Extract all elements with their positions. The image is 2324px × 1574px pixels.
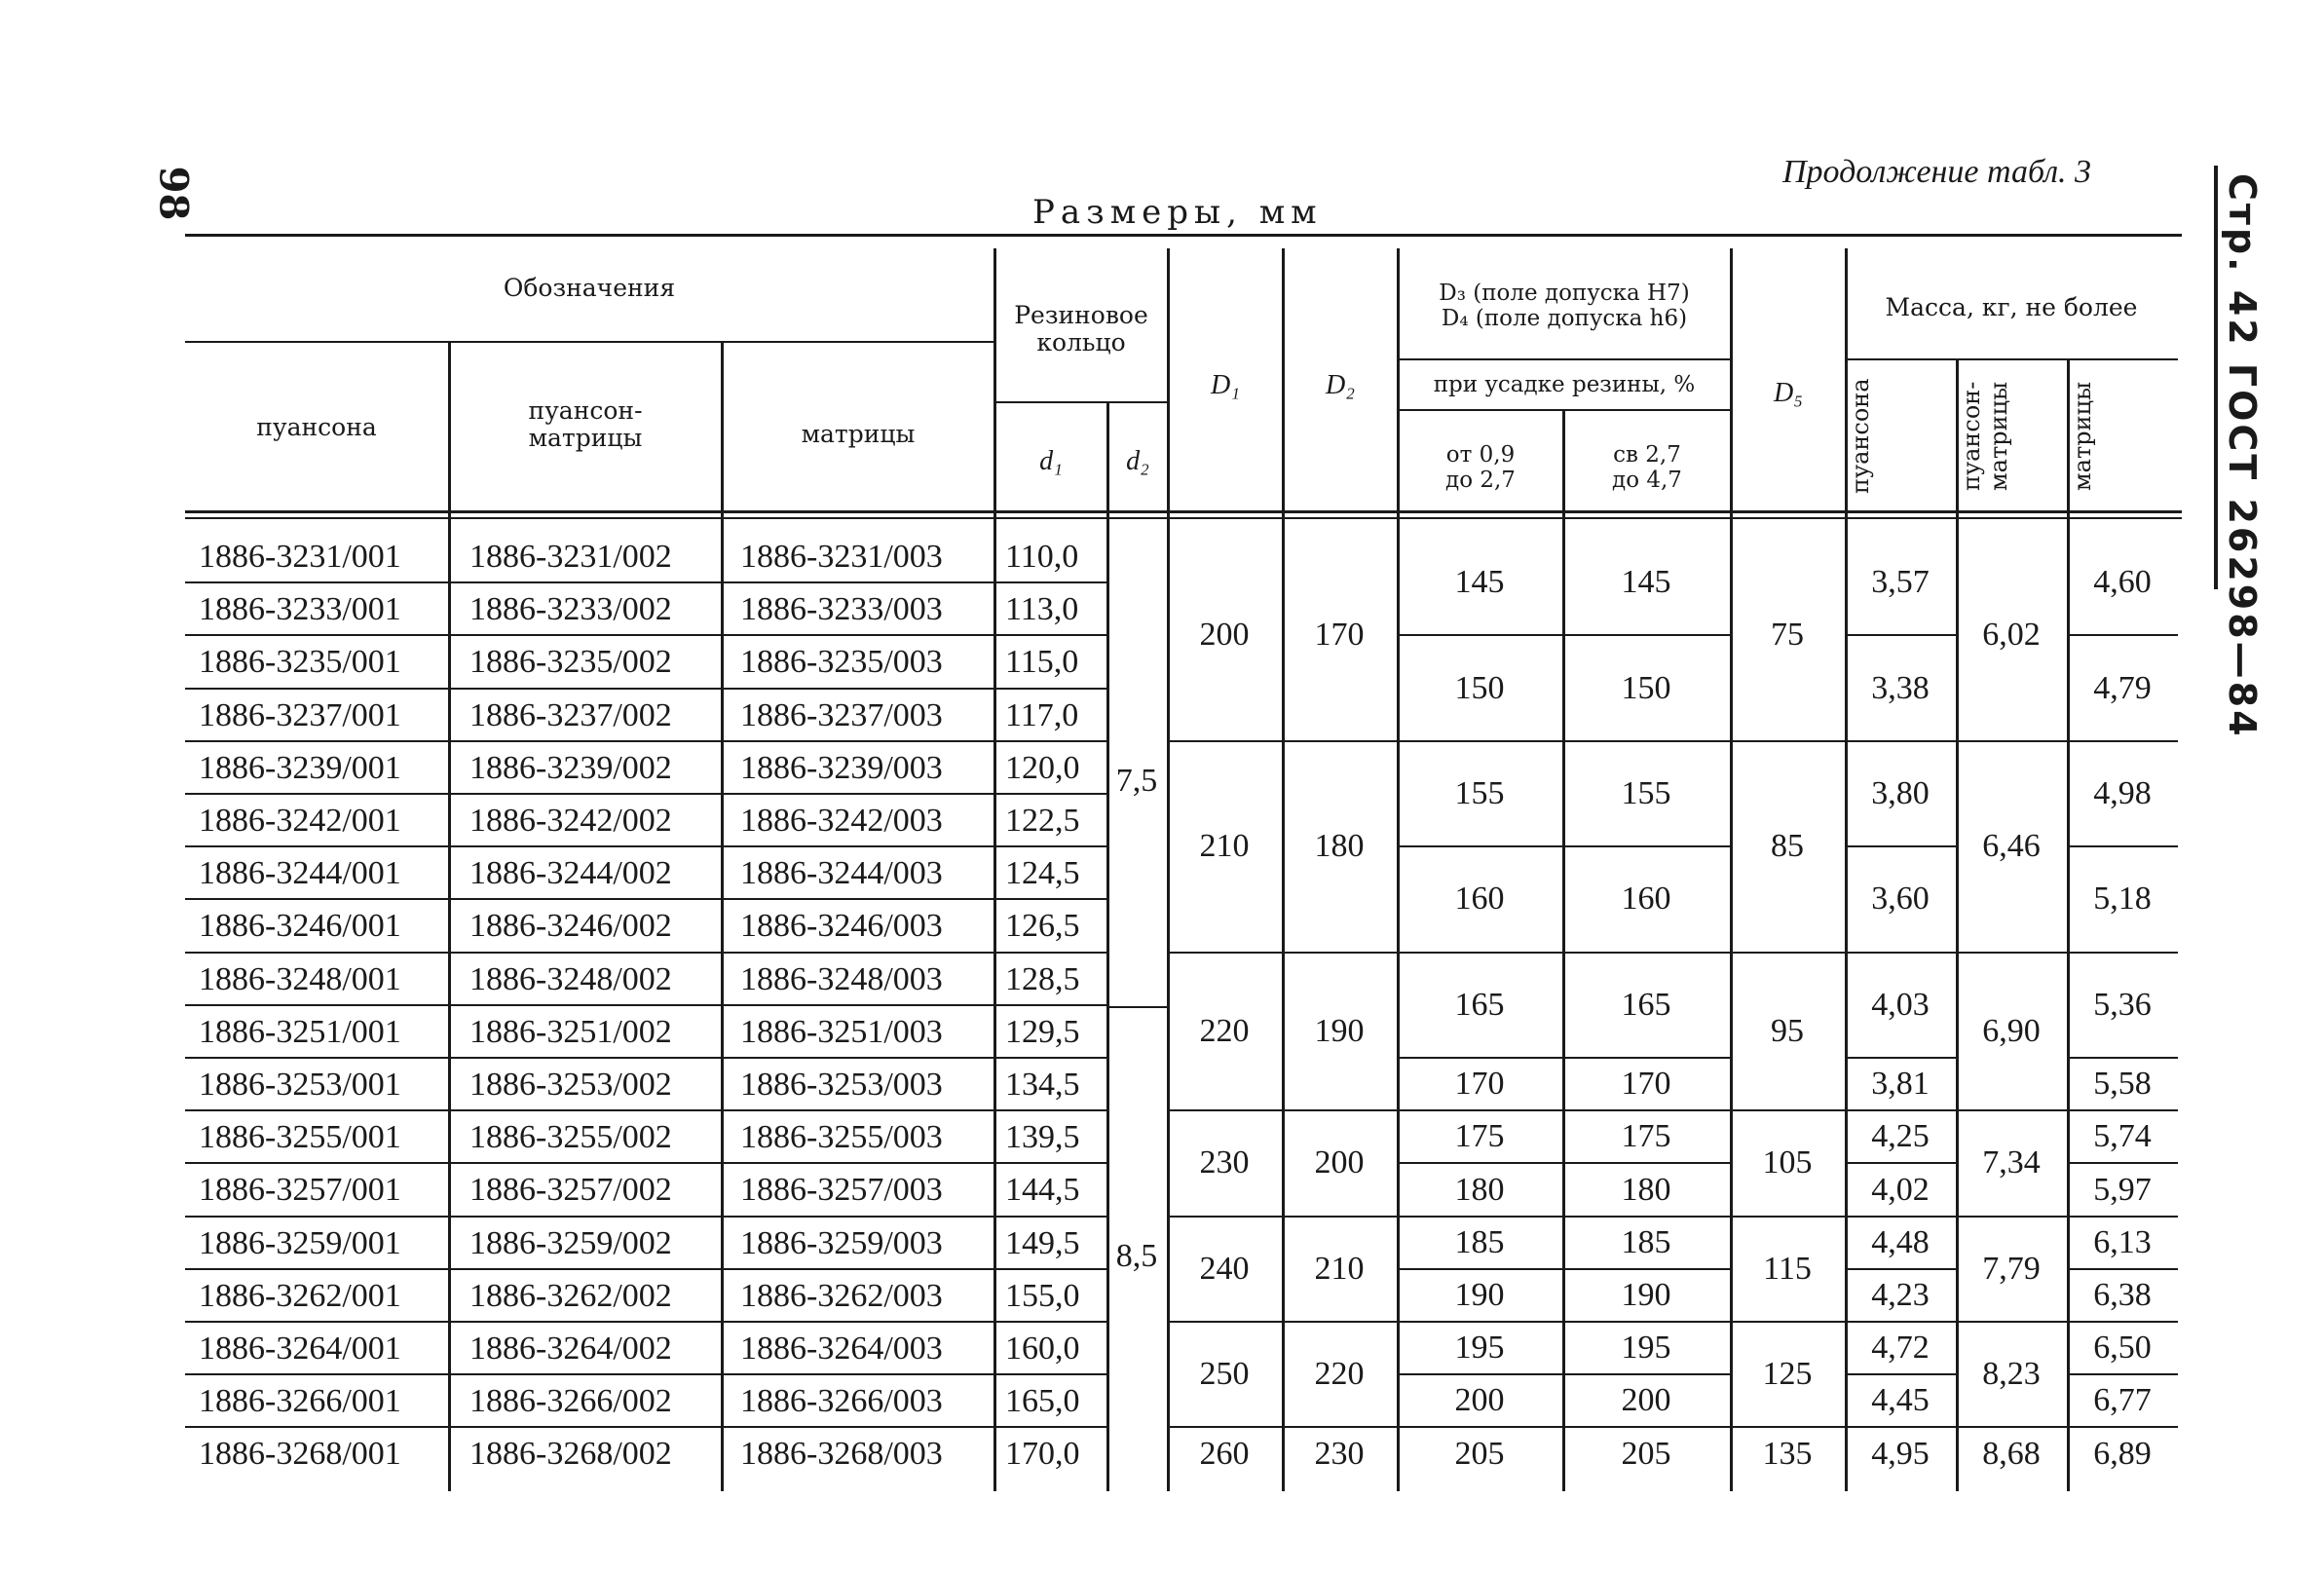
subgroup-rule [2067, 1373, 2178, 1375]
mass-die-value: 4,79 [2093, 669, 2152, 706]
group-rule [1167, 740, 1397, 742]
mass-punch-value: 4,25 [1871, 1118, 1930, 1155]
D2-value: 190 [1314, 1012, 1365, 1049]
punch-designation: 1886-3235/001 [199, 644, 401, 681]
D3-value: 150 [1454, 669, 1505, 706]
row-rule [185, 1321, 1106, 1323]
D5-value: 85 [1771, 828, 1804, 865]
D5-value: 95 [1771, 1012, 1804, 1049]
mass-punch-die-value: 7,79 [1982, 1250, 2041, 1287]
subgroup-rule [1845, 1162, 1956, 1164]
header-D1: D₁ [1211, 370, 1240, 400]
d2-value: 7,5 [1115, 763, 1158, 800]
row-rule [185, 688, 1106, 690]
header-D2: D₂ [1326, 370, 1355, 400]
row-rule [185, 740, 1106, 742]
punch-die-designation: 1886-3248/002 [469, 960, 672, 997]
table-top-rule [185, 234, 2182, 237]
group-rule [1167, 1426, 1397, 1428]
punch-designation: 1886-3251/001 [199, 1013, 401, 1050]
subgroup-rule [2067, 1057, 2178, 1059]
D3-value: 205 [1454, 1435, 1505, 1472]
subgroup-rule [1397, 1373, 1730, 1375]
d1-value: 115,0 [1005, 644, 1079, 681]
die-designation: 1886-3266/003 [740, 1383, 943, 1420]
D4-value: 195 [1621, 1330, 1671, 1367]
row-rule [185, 1162, 1106, 1164]
die-designation: 1886-3235/003 [740, 644, 943, 681]
subgroup-rule [2067, 1321, 2178, 1323]
d1-value: 117,0 [1005, 696, 1079, 733]
group-rule [1167, 1109, 1397, 1111]
group-rule [1730, 952, 1845, 954]
die-designation: 1886-3244/003 [740, 855, 943, 892]
D4-value: 145 [1621, 564, 1671, 601]
header-bottom-rule [185, 510, 2182, 513]
punch-designation: 1886-3255/001 [199, 1119, 401, 1156]
group-rule [1730, 1109, 1845, 1111]
mass-punch-die-value: 7,34 [1982, 1144, 2041, 1181]
d1-value: 129,5 [1005, 1013, 1080, 1050]
d2-value: 8,5 [1115, 1238, 1158, 1275]
D4-value: 180 [1621, 1171, 1671, 1208]
column-rule-2 [721, 343, 724, 1491]
subgroup-rule [1845, 1426, 1956, 1428]
die-designation: 1886-3246/003 [740, 908, 943, 945]
D2-value: 200 [1314, 1144, 1365, 1181]
subgroup-rule [2067, 1268, 2178, 1270]
header-d1: d₁ [1039, 446, 1063, 476]
subgroup-rule [1845, 634, 1956, 636]
die-designation: 1886-3255/003 [740, 1119, 943, 1156]
punch-die-designation: 1886-3246/002 [469, 908, 672, 945]
row-rule [185, 793, 1106, 795]
d1-value: 170,0 [1005, 1436, 1080, 1473]
D1-value: 200 [1199, 617, 1250, 654]
D2-value: 180 [1314, 828, 1365, 865]
D4-value: 185 [1621, 1223, 1671, 1260]
subgroup-rule [2067, 1109, 2178, 1111]
group-rule [1167, 1216, 1397, 1218]
D4-value: 175 [1621, 1118, 1671, 1155]
punch-designation: 1886-3233/001 [199, 591, 401, 628]
mass-punch-value: 3,60 [1871, 881, 1930, 918]
d1-value: 126,5 [1005, 908, 1080, 945]
D3-value: 145 [1454, 564, 1505, 601]
standard-reference: Стр. 42 ГОСТ 26298—84 [2221, 173, 2264, 739]
mass-die-value: 6,50 [2093, 1330, 2152, 1367]
die-designation: 1886-3253/003 [740, 1067, 943, 1103]
group-rule [1956, 952, 2067, 954]
punch-die-designation: 1886-3262/002 [469, 1277, 672, 1314]
subgroup-rule [1845, 952, 1956, 954]
header-mass: Масса, кг, не более [1885, 293, 2138, 321]
mass-punch-value: 4,48 [1871, 1223, 1930, 1260]
mass-die-value: 5,18 [2093, 881, 2152, 918]
group-rule [1956, 740, 2067, 742]
mass-die-value: 4,60 [2093, 564, 2152, 601]
group-rule [1956, 1109, 2067, 1111]
header-mass-punch-die: пуансон- матрицы [1958, 381, 2012, 492]
die-designation: 1886-3257/003 [740, 1172, 943, 1209]
D4-value: 200 [1621, 1382, 1671, 1419]
D4-value: 155 [1621, 775, 1671, 811]
header-die: матрицы [801, 420, 916, 448]
die-designation: 1886-3239/003 [740, 749, 943, 786]
D3-value: 180 [1454, 1171, 1505, 1208]
mass-punch-value: 3,81 [1871, 1066, 1930, 1103]
D5-value: 135 [1762, 1435, 1813, 1472]
subgroup-rule [2067, 1216, 2178, 1218]
header-shrink-low: от 0,9 до 2,7 [1445, 442, 1516, 493]
d1-value: 110,0 [1005, 539, 1079, 575]
d1-value: 149,5 [1005, 1224, 1080, 1261]
subgroup-rule [1845, 1373, 1956, 1375]
D2-value: 210 [1314, 1250, 1365, 1287]
subgroup-rule [2067, 845, 2178, 847]
punch-designation: 1886-3262/001 [199, 1277, 401, 1314]
punch-die-designation: 1886-3251/002 [469, 1013, 672, 1050]
subgroup-rule [2067, 1426, 2178, 1428]
row-rule [185, 952, 1106, 954]
punch-die-designation: 1886-3231/002 [469, 539, 672, 575]
mass-die-value: 5,97 [2093, 1171, 2152, 1208]
D4-value: 150 [1621, 669, 1671, 706]
mass-punch-value: 3,80 [1871, 775, 1930, 811]
row-rule [185, 1109, 1106, 1111]
D3-value: 175 [1454, 1118, 1505, 1155]
punch-designation: 1886-3257/001 [199, 1172, 401, 1209]
mass-die-value: 5,58 [2093, 1066, 2152, 1103]
header-mass-punch: пуансона [1847, 378, 1874, 495]
d1-value: 120,0 [1005, 749, 1080, 786]
mass-punch-value: 4,02 [1871, 1171, 1930, 1208]
punch-die-designation: 1886-3266/002 [469, 1383, 672, 1420]
column-rule-4 [1106, 401, 1109, 1491]
punch-designation: 1886-3231/001 [199, 539, 401, 575]
D5-value: 75 [1771, 617, 1804, 654]
mass-punch-value: 3,38 [1871, 669, 1930, 706]
punch-designation: 1886-3253/001 [199, 1067, 401, 1103]
subgroup-rule [1845, 1321, 1956, 1323]
die-designation: 1886-3268/003 [740, 1436, 943, 1473]
mass-die-value: 6,13 [2093, 1223, 2152, 1260]
die-designation: 1886-3262/003 [740, 1277, 943, 1314]
D3-value: 155 [1454, 775, 1505, 811]
mass-punch-value: 4,72 [1871, 1330, 1930, 1367]
column-rule-1 [448, 343, 451, 1491]
D4-value: 160 [1621, 881, 1671, 918]
punch-designation: 1886-3246/001 [199, 908, 401, 945]
header-D3-D4: D₃ (поле допуска H7) D₄ (поле допуска h6) [1439, 281, 1690, 331]
d1-value: 160,0 [1005, 1330, 1080, 1367]
subgroup-rule [1397, 634, 1730, 636]
subgroup-rule [1397, 1321, 1730, 1323]
group-rule [1730, 1426, 1845, 1428]
d2-divider [1106, 1006, 1167, 1008]
d1-value: 128,5 [1005, 960, 1080, 997]
d1-value: 165,0 [1005, 1383, 1080, 1420]
subgroup-rule [1397, 1426, 1730, 1428]
punch-die-designation: 1886-3244/002 [469, 855, 672, 892]
subgroup-rule [1397, 1162, 1730, 1164]
subgroup-rule [1397, 1268, 1730, 1270]
D1-value: 220 [1199, 1012, 1250, 1049]
mass-punch-die-value: 6,02 [1982, 617, 2041, 654]
d1-value: 124,5 [1005, 855, 1080, 892]
header-mass-die: матрицы [2069, 381, 2096, 492]
header-shrinkage: при усадке резины, % [1433, 372, 1696, 397]
side-rule [2214, 166, 2218, 589]
header-bottom-rule-2 [185, 517, 2182, 519]
D4-value: 205 [1621, 1435, 1671, 1472]
d1-value: 122,5 [1005, 803, 1080, 839]
column-rule-5 [1167, 248, 1170, 1491]
mass-die-value: 5,74 [2093, 1118, 2152, 1155]
punch-designation: 1886-3242/001 [199, 803, 401, 839]
punch-designation: 1886-3239/001 [199, 749, 401, 786]
group-rule [1167, 952, 1397, 954]
punch-designation: 1886-3268/001 [199, 1436, 401, 1473]
mass-punch-value: 4,95 [1871, 1435, 1930, 1472]
punch-die-designation: 1886-3257/002 [469, 1172, 672, 1209]
header-punch: пуансона [256, 413, 377, 441]
die-designation: 1886-3248/003 [740, 960, 943, 997]
punch-die-designation: 1886-3242/002 [469, 803, 672, 839]
header-shrink-high: св 2,7 до 4,7 [1612, 442, 1682, 493]
D5-value: 125 [1762, 1356, 1813, 1393]
subgroup-rule [1845, 1057, 1956, 1059]
mass-punch-die-value: 8,23 [1982, 1356, 2041, 1393]
D3-value: 195 [1454, 1330, 1505, 1367]
table-continuation-label: Продолжение табл. 3 [1782, 154, 2092, 190]
D1-value: 240 [1199, 1250, 1250, 1287]
group-rule [1167, 1321, 1397, 1323]
subgroup-rule [2067, 952, 2178, 954]
D3-value: 190 [1454, 1276, 1505, 1313]
page-number: 98 [150, 166, 197, 221]
subgroup-rule [1397, 740, 1730, 742]
d1-value: 144,5 [1005, 1172, 1080, 1209]
mass-divider [1845, 358, 2178, 360]
units-caption: Размеры, мм [1032, 193, 1323, 232]
subgroup-rule [1397, 952, 1730, 954]
mass-punch-value: 4,23 [1871, 1276, 1930, 1313]
subgroup-rule [1845, 1268, 1956, 1270]
D3-value: 170 [1454, 1066, 1505, 1103]
D4-value: 190 [1621, 1276, 1671, 1313]
punch-die-designation: 1886-3259/002 [469, 1224, 672, 1261]
D5-value: 105 [1762, 1144, 1813, 1181]
D1-value: 210 [1199, 828, 1250, 865]
d1-value: 139,5 [1005, 1119, 1080, 1156]
punch-die-designation: 1886-3253/002 [469, 1067, 672, 1103]
group-rule [1956, 1426, 2067, 1428]
D4-value: 170 [1621, 1066, 1671, 1103]
mass-die-value: 6,89 [2093, 1435, 2152, 1472]
row-rule [185, 581, 1106, 583]
row-rule [185, 1426, 1106, 1428]
punch-die-designation: 1886-3233/002 [469, 591, 672, 628]
d1-value: 155,0 [1005, 1277, 1080, 1314]
mass-punch-die-value: 6,90 [1982, 1012, 2041, 1049]
group-rule [1956, 1216, 2067, 1218]
D1-value: 260 [1199, 1435, 1250, 1472]
subgroup-rule [2067, 634, 2178, 636]
row-rule [185, 1216, 1106, 1218]
subgroup-rule [2067, 1162, 2178, 1164]
header-d2: d₂ [1126, 446, 1149, 476]
mass-die-value: 5,36 [2093, 986, 2152, 1023]
mass-die-value: 6,77 [2093, 1382, 2152, 1419]
die-designation: 1886-3242/003 [740, 803, 943, 839]
header-D5: D₅ [1774, 378, 1803, 408]
D2-value: 220 [1314, 1356, 1365, 1393]
row-rule [185, 1373, 1106, 1375]
column-rule-3 [993, 248, 996, 1491]
header-designations: Обозначения [503, 274, 676, 302]
D3-value: 185 [1454, 1223, 1505, 1260]
die-designation: 1886-3231/003 [740, 539, 943, 575]
punch-die-designation: 1886-3239/002 [469, 749, 672, 786]
subgroup-rule [1397, 1216, 1730, 1218]
d1-value: 134,5 [1005, 1067, 1080, 1103]
row-rule [185, 634, 1106, 636]
header-punch-die: пуансон- матрицы [528, 396, 643, 452]
subgroup-rule [1397, 1057, 1730, 1059]
subgroup-rule [1845, 845, 1956, 847]
punch-die-designation: 1886-3255/002 [469, 1119, 672, 1156]
mass-die-value: 4,98 [2093, 775, 2152, 811]
column-rule-6 [1282, 248, 1285, 1491]
D1-value: 230 [1199, 1144, 1250, 1181]
D3-value: 200 [1454, 1382, 1505, 1419]
die-designation: 1886-3259/003 [740, 1224, 943, 1261]
row-rule [185, 845, 1106, 847]
D2-value: 170 [1314, 617, 1365, 654]
group-rule [1730, 740, 1845, 742]
die-designation: 1886-3237/003 [740, 696, 943, 733]
die-designation: 1886-3233/003 [740, 591, 943, 628]
mass-punch-die-value: 6,46 [1982, 828, 2041, 865]
mass-punch-value: 4,45 [1871, 1382, 1930, 1419]
D2-value: 230 [1314, 1435, 1365, 1472]
row-rule [185, 898, 1106, 900]
mass-die-value: 6,38 [2093, 1276, 2152, 1313]
mass-punch-value: 4,03 [1871, 986, 1930, 1023]
subgroup-rule [1397, 845, 1730, 847]
punch-designation: 1886-3237/001 [199, 696, 401, 733]
group-rule [1730, 1216, 1845, 1218]
punch-designation: 1886-3266/001 [199, 1383, 401, 1420]
d1-value: 113,0 [1005, 591, 1079, 628]
subgroup-rule [2067, 740, 2178, 742]
subgroup-rule [1845, 1216, 1956, 1218]
D3-value: 165 [1454, 986, 1505, 1023]
header-subdivider [185, 341, 993, 343]
mass-punch-die-value: 8,68 [1982, 1435, 2041, 1472]
die-designation: 1886-3264/003 [740, 1330, 943, 1367]
group-rule [1956, 1321, 2067, 1323]
D4-value: 165 [1621, 986, 1671, 1023]
punch-designation: 1886-3264/001 [199, 1330, 401, 1367]
D3-value: 160 [1454, 881, 1505, 918]
column-rule-9 [1730, 248, 1733, 1491]
header-rubber-ring: Резиновое кольцо [1014, 301, 1148, 356]
punch-die-designation: 1886-3237/002 [469, 696, 672, 733]
punch-die-designation: 1886-3268/002 [469, 1436, 672, 1473]
D3-divider [1397, 358, 1730, 360]
row-rule [185, 1057, 1106, 1059]
row-rule [185, 1268, 1106, 1270]
punch-designation: 1886-3244/001 [199, 855, 401, 892]
mass-punch-value: 3,57 [1871, 564, 1930, 601]
punch-designation: 1886-3259/001 [199, 1224, 401, 1261]
punch-die-designation: 1886-3264/002 [469, 1330, 672, 1367]
rubber-ring-divider [993, 401, 1167, 403]
punch-die-designation: 1886-3235/002 [469, 644, 672, 681]
subgroup-rule [1845, 1109, 1956, 1111]
punch-designation: 1886-3248/001 [199, 960, 401, 997]
group-rule [1730, 1321, 1845, 1323]
subgroup-rule [1397, 1109, 1730, 1111]
row-rule [185, 1004, 1106, 1006]
subgroup-rule [1845, 740, 1956, 742]
die-designation: 1886-3251/003 [740, 1013, 943, 1050]
D1-value: 250 [1199, 1356, 1250, 1393]
D5-value: 115 [1763, 1250, 1812, 1287]
